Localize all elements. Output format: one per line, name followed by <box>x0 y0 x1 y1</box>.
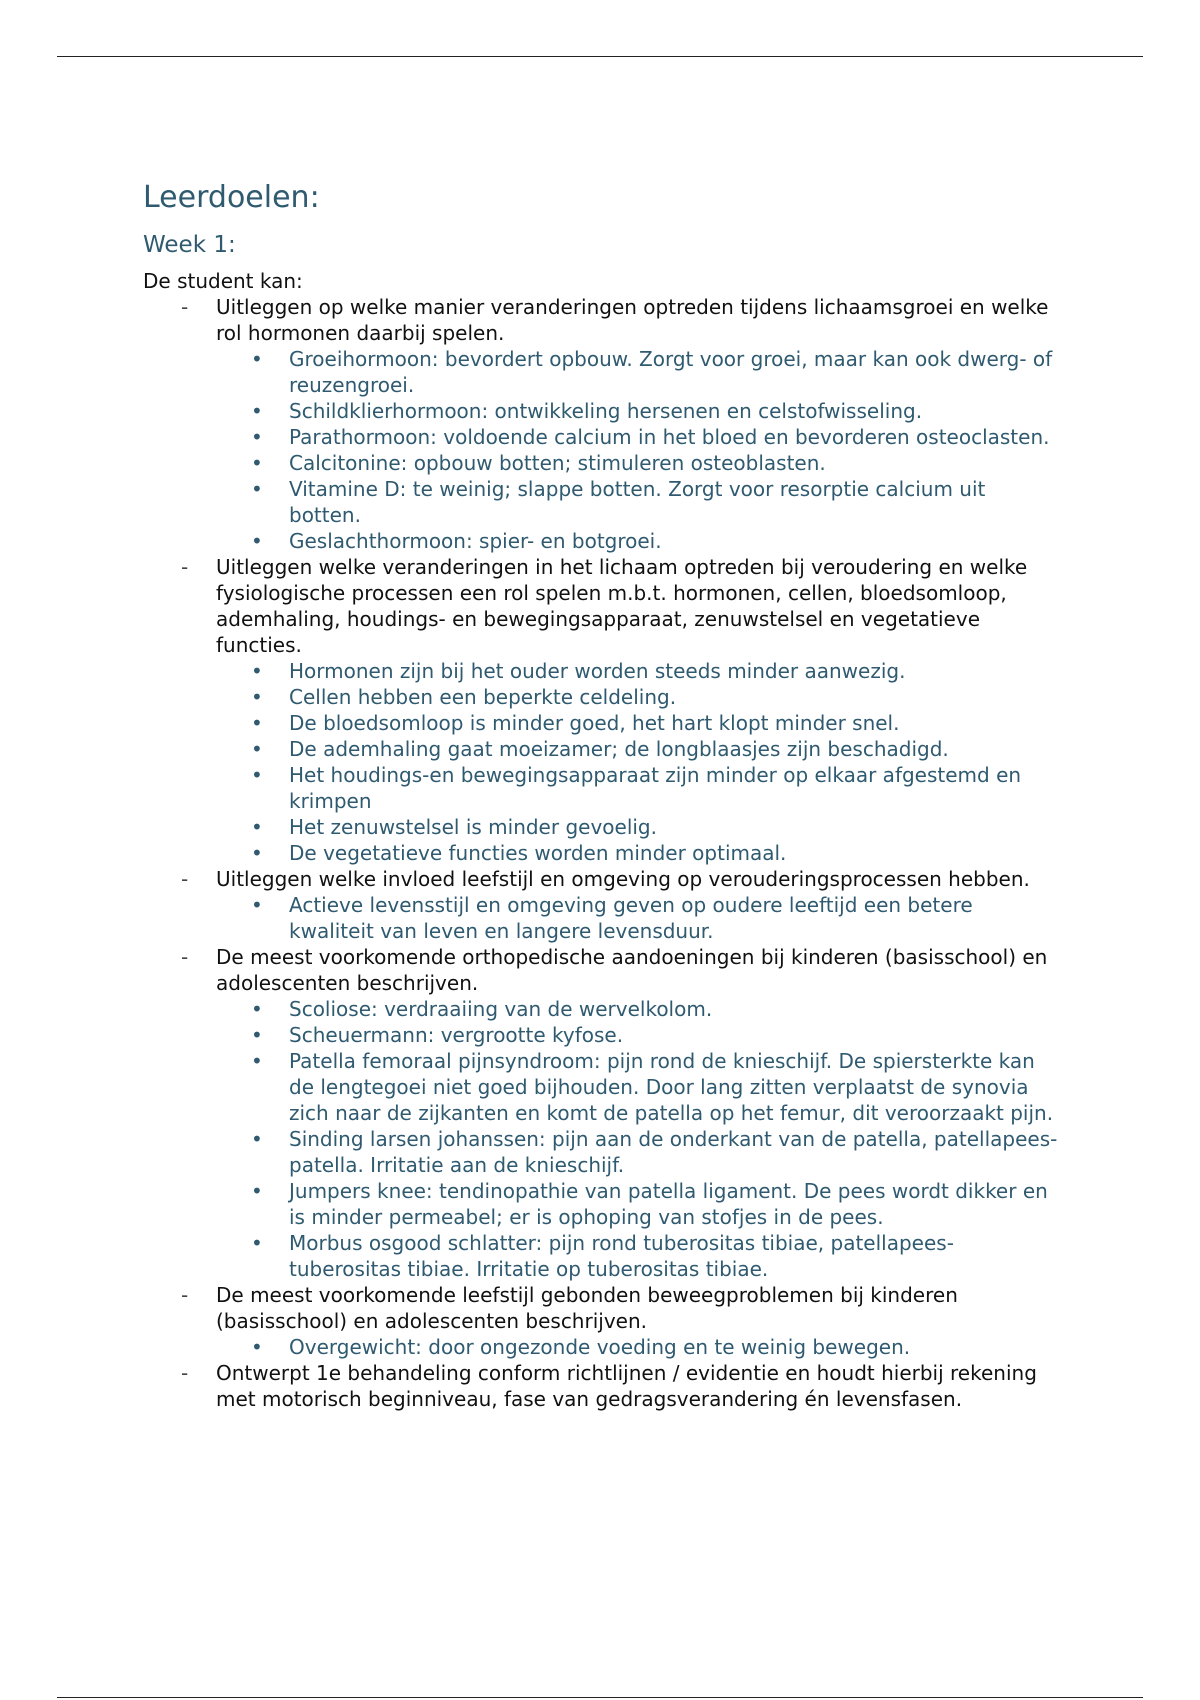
bullet-icon: • <box>251 737 263 761</box>
sub-point-list <box>216 346 1063 554</box>
bullet-icon: • <box>251 347 263 371</box>
sub-point-text: Calcitonine: opbouw botten; stimuleren osteoblasten. <box>289 451 826 475</box>
sub-point-list <box>216 1334 1063 1360</box>
dash-bullet-icon: - <box>181 1283 189 1307</box>
sub-point <box>216 736 1063 762</box>
dash-bullet-icon: - <box>181 945 189 969</box>
bullet-icon: • <box>251 1023 263 1047</box>
sub-point-list <box>216 892 1063 944</box>
bullet-icon: • <box>251 477 263 501</box>
sub-point <box>216 684 1063 710</box>
learning-goal-text: De meest voorkomende orthopedische aandoeningen bij kinderen (basisschool) en adolescenten beschrijven. <box>216 945 1048 995</box>
sub-point-text: De vegetatieve functies worden minder optimaal. <box>289 841 787 865</box>
sub-point <box>216 1126 1063 1178</box>
sub-point-text: Hormonen zijn bij het ouder worden steeds minder aanwezig. <box>289 659 906 683</box>
learning-goal <box>143 294 1063 554</box>
sub-point <box>216 1334 1063 1360</box>
sub-point <box>216 996 1063 1022</box>
sub-point <box>216 424 1063 450</box>
sub-point-text: Het zenuwstelsel is minder gevoelig. <box>289 815 657 839</box>
sub-point-text: Vitamine D: te weinig; slappe botten. Zorgt voor resorptie calcium uit botten. <box>289 477 986 527</box>
sub-point <box>216 476 1063 528</box>
sub-point <box>216 398 1063 424</box>
sub-point <box>216 762 1063 814</box>
sub-point-text: Cellen hebben een beperkte celdeling. <box>289 685 677 709</box>
bullet-icon: • <box>251 1335 263 1359</box>
bullet-icon: • <box>251 659 263 683</box>
learning-goal-text: Uitleggen welke invloed leefstijl en omgeving op verouderingsprocessen hebben. <box>216 867 1030 891</box>
sub-point-text: De bloedsomloop is minder goed, het hart klopt minder snel. <box>289 711 900 735</box>
sub-point <box>216 710 1063 736</box>
dash-bullet-icon: - <box>181 295 189 319</box>
learning-goal-text: De meest voorkomende leefstijl gebonden beweegproblemen bij kinderen (basisschool) en adolescenten beschrijven. <box>216 1283 958 1333</box>
learning-goal <box>143 944 1063 1282</box>
learning-goal-text: Uitleggen op welke manier veranderingen optreden tijdens lichaamsgroei en welke rol hormonen daarbij spelen. <box>216 295 1049 345</box>
sub-point <box>216 1048 1063 1126</box>
bullet-icon: • <box>251 893 263 917</box>
sub-point-text: Overgewicht: door ongezonde voeding en te weinig bewegen. <box>289 1335 911 1359</box>
sub-point-text: De ademhaling gaat moeizamer; de longblaasjes zijn beschadigd. <box>289 737 949 761</box>
sub-point <box>216 450 1063 476</box>
sub-point <box>216 528 1063 554</box>
bullet-icon: • <box>251 451 263 475</box>
sub-point-list <box>216 996 1063 1282</box>
sub-point-text: Geslachthormoon: spier- en botgroei. <box>289 529 662 553</box>
dash-bullet-icon: - <box>181 867 189 891</box>
sub-point <box>216 1230 1063 1282</box>
sub-point-text: Groeihormoon: bevordert opbouw. Zorgt voor groei, maar kan ook dwerg- of reuzengroei. <box>289 347 1053 397</box>
sub-point-text: Parathormoon: voldoende calcium in het bloed en bevorderen osteoclasten. <box>289 425 1050 449</box>
sub-point-text: Patella femoraal pijnsyndroom: pijn rond de knieschijf. De spiersterkte kan de lengtegoei niet goed bijhouden. Door lang zitten verplaatst de synovia zich naar de zijkanten en komt de patella op het femur, dit veroorzaakt pijn. <box>289 1049 1054 1125</box>
sub-point <box>216 814 1063 840</box>
sub-point <box>216 892 1063 944</box>
bullet-icon: • <box>251 1127 263 1151</box>
learning-goal <box>143 554 1063 866</box>
bullet-icon: • <box>251 529 263 553</box>
bullet-icon: • <box>251 997 263 1021</box>
dash-bullet-icon: - <box>181 555 189 579</box>
sub-point-text: Schildklierhormoon: ontwikkeling hersenen en celstofwisseling. <box>289 399 923 423</box>
top-rule <box>57 56 1143 57</box>
bullet-icon: • <box>251 425 263 449</box>
bullet-icon: • <box>251 1179 263 1203</box>
sub-point-text: Scheuermann: vergrootte kyfose. <box>289 1023 624 1047</box>
learning-goal <box>143 1282 1063 1360</box>
intro-text: De student kan: <box>143 269 303 293</box>
sub-point-text: Sinding larsen johanssen: pijn aan de onderkant van de patella, patellapees-patella. Irritatie aan de knieschijf. <box>289 1127 1058 1177</box>
learning-goal <box>143 1360 1063 1412</box>
sub-point <box>216 1022 1063 1048</box>
bullet-icon: • <box>251 399 263 423</box>
bullet-icon: • <box>251 685 263 709</box>
week-title: Week 1: <box>143 232 236 258</box>
learning-goals-list <box>143 294 1063 1412</box>
sub-point <box>216 658 1063 684</box>
learning-goal <box>143 866 1063 944</box>
sub-point-list <box>216 658 1063 866</box>
sub-point <box>216 1178 1063 1230</box>
document-body <box>143 178 1063 1412</box>
dash-bullet-icon: - <box>181 1361 189 1385</box>
sub-point-text: Jumpers knee: tendinopathie van patella ligament. De pees wordt dikker en is minder permeabel; er is ophoping van stofjes in de pees. <box>289 1179 1048 1229</box>
bullet-icon: • <box>251 815 263 839</box>
page-heading: Leerdoelen: <box>143 180 320 215</box>
bottom-rule <box>57 1697 1143 1698</box>
bullet-icon: • <box>251 1049 263 1073</box>
bullet-icon: • <box>251 711 263 735</box>
learning-goal-text: Ontwerpt 1e behandeling conform richtlijnen / evidentie en houdt hierbij rekening met motorisch beginniveau, fase van gedragsverandering én levensfasen. <box>216 1361 1037 1411</box>
bullet-icon: • <box>251 1231 263 1255</box>
sub-point-text: Scoliose: verdraaiing van de wervelkolom. <box>289 997 713 1021</box>
learning-goal-text: Uitleggen welke veranderingen in het lichaam optreden bij veroudering en welke fysiologische processen een rol spelen m.b.t. hormonen, cellen, bloedsomloop, ademhaling, houdings- en bewegingsapparaat, zenuwstelsel en vegetatieve functies. <box>216 555 1028 657</box>
sub-point-text: Morbus osgood schlatter: pijn rond tuberositas tibiae, patellapees-tuberositas tibiae. Irritatie op tuberositas tibiae. <box>289 1231 954 1281</box>
bullet-icon: • <box>251 763 263 787</box>
sub-point <box>216 840 1063 866</box>
sub-point <box>216 346 1063 398</box>
sub-point-text: Actieve levensstijl en omgeving geven op oudere leeftijd een betere kwaliteit van leven en langere levensduur. <box>289 893 973 943</box>
bullet-icon: • <box>251 841 263 865</box>
sub-point-text: Het houdings-en bewegingsapparaat zijn minder op elkaar afgestemd en krimpen <box>289 763 1022 813</box>
